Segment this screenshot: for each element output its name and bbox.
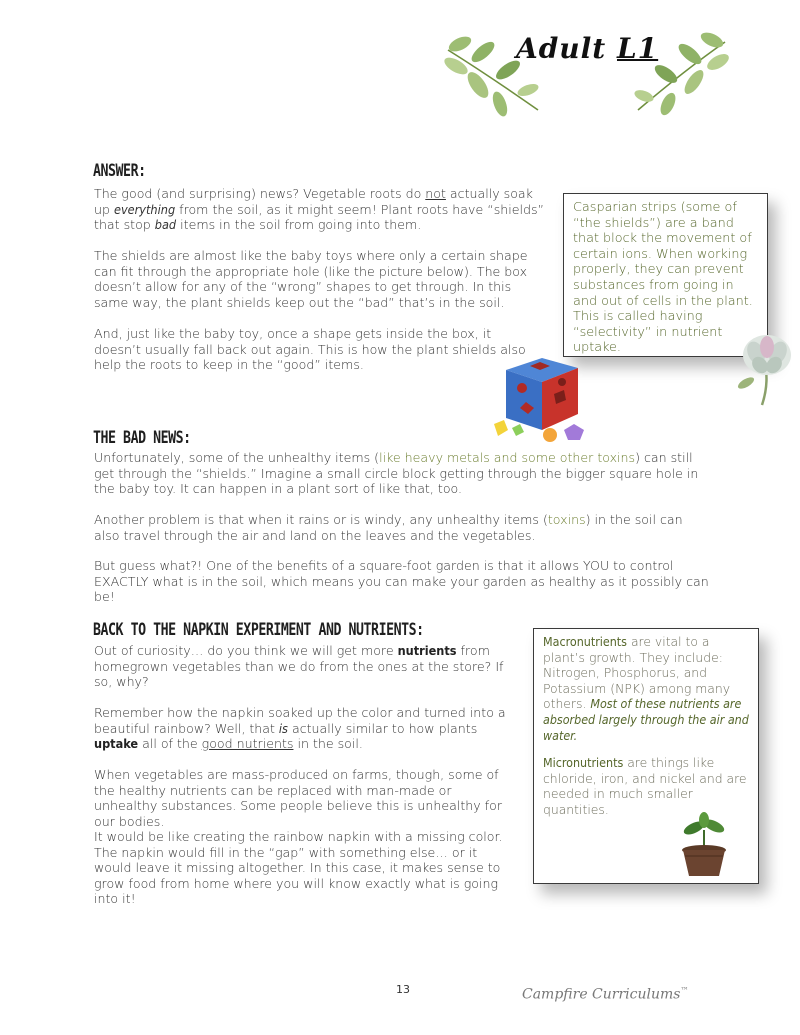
succulent-icon xyxy=(736,325,798,407)
shape-sorter-toy-image xyxy=(490,352,595,444)
leaf-sprig-icon xyxy=(630,30,730,122)
bad-news-paragraph-3: But guess what?! One of the benefits of a square-foot garden is that it allows YOU to control EXACTLY what is in the soil, which means you can make your garden as healthy as it possibly can be! xyxy=(94,558,709,605)
bad-news-heading: THE BAD NEWS: xyxy=(93,428,191,448)
page-title: Adult L1 xyxy=(516,32,659,65)
brand-logo: Campfire Curriculums™ xyxy=(522,986,689,1003)
answer-paragraph-2: The shields are almost like the baby toys where only a certain shape can fit through the appropriate hole (like the picture below). The box doesn’t allow for any of the “wrong” shapes to get through. In this same way, the plant shields keep out the “bad” that’s in the soil. xyxy=(94,248,528,310)
bad-news-paragraph-1: Unfortunately, some of the unhealthy items (like heavy metals and some other toxins) can still get through the “shields.” Imagine a small circle block getting through the bigger square hole in the baby toy. It can happen in a plant sort of like that, too. xyxy=(94,450,699,497)
level-label: L1 xyxy=(616,32,659,65)
answer-paragraph-1: The good (and surprising) news? Vegetable roots do not actually soak up everything from the soil, as it might seem! Plant roots have “shields” that stop bad items in the soil from going into them. xyxy=(94,186,545,233)
micronutrients-text: Micronutrients are things like chloride, iron, and nickel and are needed in much smaller quantities. xyxy=(543,755,747,817)
answer-heading: ANSWER: xyxy=(93,161,146,181)
answer-paragraph-3: And, just like the baby toy, once a shape gets inside the box, it doesn’t usually fall back out again. This is how the plant shields also help the roots to keep in the “good” items. xyxy=(94,326,526,373)
bad-news-paragraph-2: Another problem is that when it rains or is windy, any unhealthy items (toxins) in the soil can also travel through the air and land on the leaves and the vegetables. xyxy=(94,512,683,543)
napkin-heading: BACK TO THE NAPKIN EXPERIMENT AND NUTRIENTS: xyxy=(93,620,424,640)
potted-seedling-icon xyxy=(676,812,732,880)
macronutrients-text: Macronutrients are vital to a plant’s growth. They include: Nitrogen, Phosphorus, and Potassium (NPK) among many others. Most of these nutrients are absorbed largely through the air and water. xyxy=(543,634,749,743)
napkin-paragraph-3: When vegetables are mass-produced on farms, though, some of the healthy nutrients can be replaced with man-made or unhealthy substances. Some people believe this is unhealthy for our bodies. xyxy=(94,767,503,829)
header xyxy=(430,22,730,122)
casparian-text: Casparian strips (some of “the shields”) are a band that block the movement of certain ions. When working properly, they can prevent substances from going in and out of cells in the plant. This is called having “selectivity” in nutrient uptake. xyxy=(573,200,753,356)
napkin-paragraph-4: It would be like creating the rainbow napkin with a missing color. The napkin would fill in the “gap” with something else… or it would leave it missing altogether. In this case, it makes sense to grow food from home where you will know exactly what is going into it! xyxy=(94,829,503,907)
napkin-paragraph-1: Out of curiosity… do you think we will get more nutrients from homegrown vegetables than we do from the ones at the store? If so, why? xyxy=(94,643,504,690)
page-number: 13 xyxy=(396,983,410,996)
napkin-paragraph-2: Remember how the napkin soaked up the color and turned into a beautiful rainbow? Well, that is actually similar to how plants uptake all of the good nutrients in the soil. xyxy=(94,705,506,752)
